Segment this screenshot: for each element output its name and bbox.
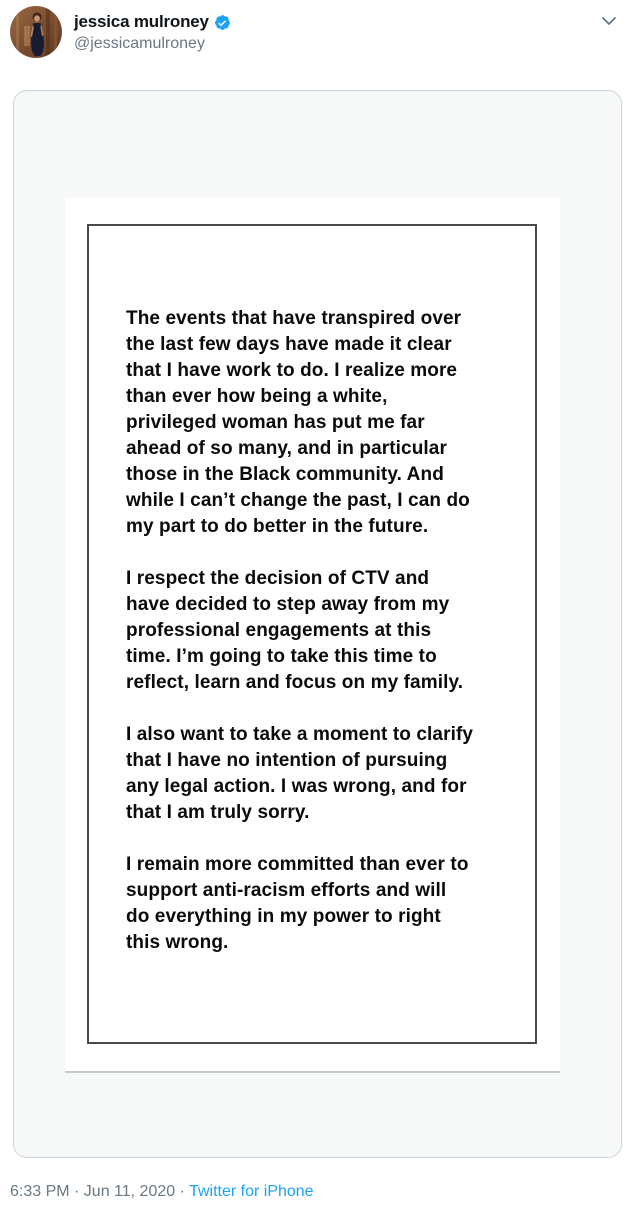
statement-paragraph bbox=[126, 306, 507, 540]
statement-box bbox=[87, 224, 537, 1044]
statement-photo bbox=[65, 198, 560, 1073]
statement-line: time. I’m going to take this time to bbox=[126, 646, 437, 667]
statement-line: this wrong. bbox=[126, 932, 229, 953]
statement-paragraph bbox=[126, 722, 507, 826]
author-name-row[interactable] bbox=[74, 12, 231, 32]
statement-text bbox=[126, 306, 507, 956]
statement-line: ahead of so many, and in particular bbox=[126, 438, 447, 459]
statement-line: those in the Black community. And bbox=[126, 464, 444, 485]
author-handle[interactable]: @jessicamulroney bbox=[74, 35, 205, 52]
statement-line: that I have no intention of pursuing bbox=[126, 750, 448, 771]
author-name: jessica mulroney bbox=[74, 12, 209, 31]
statement-line: I respect the decision of CTV and bbox=[126, 568, 430, 589]
statement-line: support anti-racism efforts and will bbox=[126, 880, 447, 901]
avatar[interactable] bbox=[10, 6, 62, 58]
tweet-media-image[interactable] bbox=[13, 90, 622, 1158]
footer-separator: · bbox=[175, 1183, 190, 1200]
statement-line: reflect, learn and focus on my family. bbox=[126, 672, 464, 693]
statement-line: professional engagements at this bbox=[126, 620, 432, 641]
chevron-down-icon[interactable] bbox=[600, 12, 618, 30]
statement-line: than ever how being a white, bbox=[126, 386, 388, 407]
statement-line: I remain more committed than ever to bbox=[126, 854, 469, 875]
statement-paragraph bbox=[126, 566, 507, 696]
statement-line: I also want to take a moment to clarify bbox=[126, 724, 474, 745]
statement-line: while I can’t change the past, I can do bbox=[126, 490, 470, 511]
tweet-header bbox=[0, 0, 634, 70]
statement-line: do everything in my power to right bbox=[126, 906, 441, 927]
statement-line: that I am truly sorry. bbox=[126, 802, 310, 823]
author-block bbox=[74, 12, 231, 53]
tweet-footer bbox=[10, 1183, 314, 1201]
statement-paragraph bbox=[126, 852, 507, 956]
tweet-source-link[interactable]: Twitter for iPhone bbox=[189, 1183, 314, 1200]
statement-line: my part to do better in the future. bbox=[126, 516, 429, 537]
verified-badge-icon bbox=[214, 14, 231, 31]
statement-line: The events that have transpired over bbox=[126, 308, 462, 329]
statement-line: any legal action. I was wrong, and for bbox=[126, 776, 467, 797]
statement-line: that I have work to do. I realize more bbox=[126, 360, 458, 381]
statement-line: the last few days have made it clear bbox=[126, 334, 452, 355]
tweet-timestamp: 6:33 PM · Jun 11, 2020 bbox=[10, 1183, 176, 1200]
statement-line: privileged woman has put me far bbox=[126, 412, 425, 433]
statement-line: have decided to step away from my bbox=[126, 594, 450, 615]
profile-photo-icon bbox=[10, 6, 62, 58]
